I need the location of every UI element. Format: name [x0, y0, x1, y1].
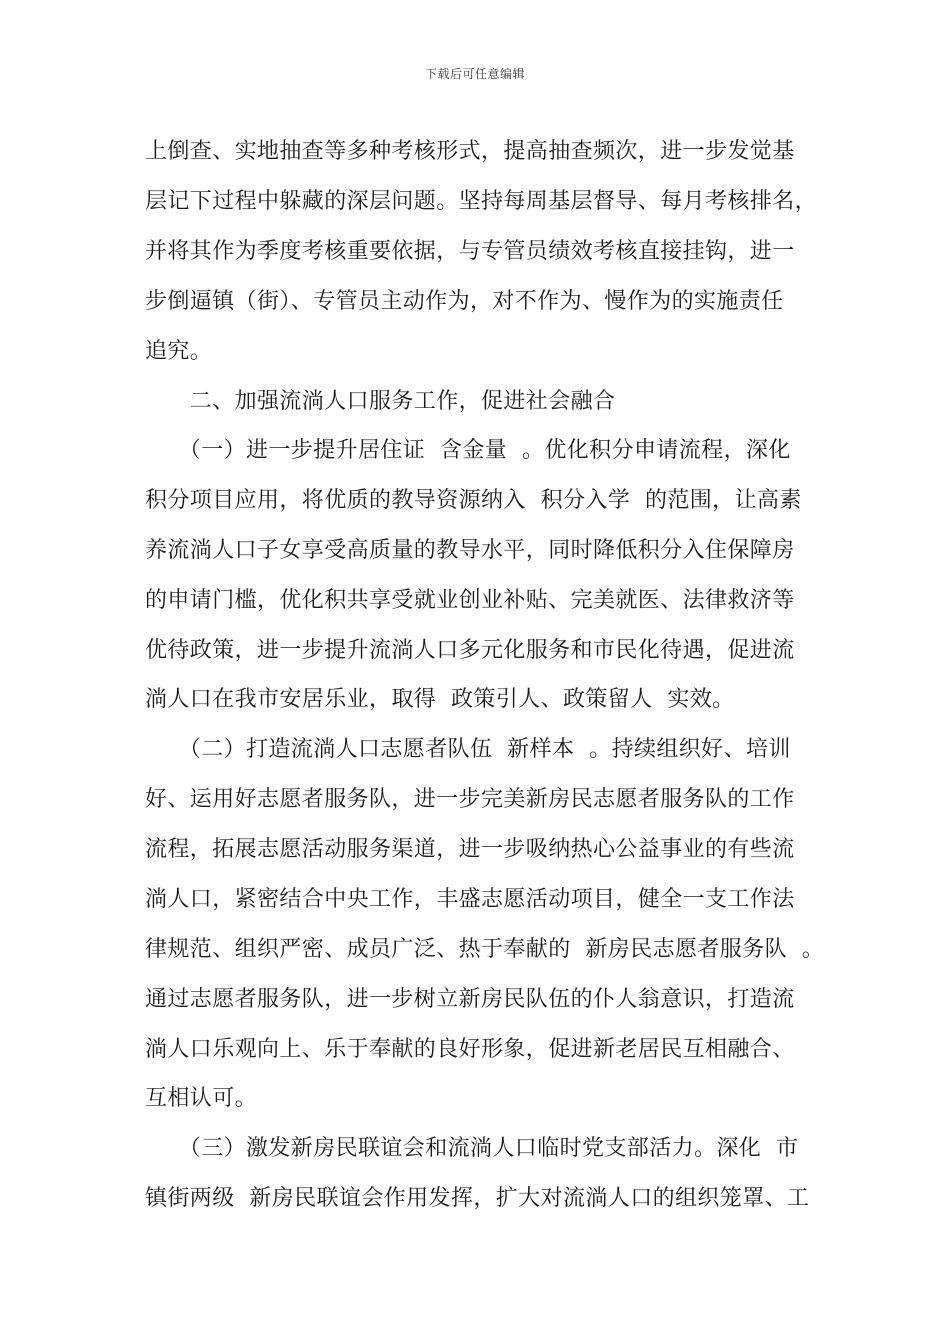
body-line: 并将其作为季度考核重要依据，与专管员绩效考核直接挂钩，进一 [145, 239, 795, 264]
body-line: 流程，拓展志愿活动服务渠道，进一步吸纳热心公益事业的有些流 [145, 837, 795, 862]
body-line: 通过志愿者服务队，进一步树立新房民队伍的仆人翁意识，打造流 [145, 987, 795, 1012]
section-heading: 二、加强流淌人口服务工作，促进社会融合 [145, 389, 616, 414]
body-line: 优待政策，进一步提升流淌人口多元化服务和市民化待遇，促进流 [145, 638, 795, 663]
body-line: 积分项目应用，将优质的教导资源纳入 积分入学 的范围，让高素 [145, 488, 802, 513]
page-header: 下载后可任意编辑 [424, 67, 525, 81]
body-line: 追究。 [145, 339, 213, 364]
body-line: （三）激发新房民联谊会和流淌人口临时党支部活力。深化 市 [145, 1136, 799, 1161]
body-line: 层记下过程中躲藏的深层问题。坚持每周基层督导、每月考核排名， [145, 189, 818, 214]
body-line: 互相认可。 [145, 1086, 258, 1111]
body-line: 淌人口，紧密结合中央工作，丰盛志愿活动项目，健全一支工作法 [145, 887, 795, 912]
body-line: 步倒逼镇（街）、专管员主动作为，对不作为、慢作为的实施责任 [145, 289, 784, 314]
body-line: （一）进一步提升居住证 含金量 。优化积分申请流程，深化 [145, 438, 791, 463]
body-line: 养流淌人口子女享受高质量的教导水平，同时降低积分入住保障房 [145, 538, 795, 563]
body-line: 上倒查、实地抽查等多种考核形式，提高抽查频次，进一步发觉基 [145, 139, 795, 164]
body-line: 镇街两级 新房民联谊会作用发挥，扩大对流淌人口的组织笼罩、工 [145, 1186, 810, 1211]
body-line: 的申请门槛，优化积共享受就业创业补贴、完美就医、法律救济等 [145, 588, 795, 613]
body-line: 律规范、组织严密、成员广泛、热于奉献的 新房民志愿者服务队 。 [145, 937, 825, 962]
body-line: 淌人口乐观向上、乐于奉献的良好形象，促进新老居民互相融合、 [145, 1037, 795, 1062]
body-line: （二）打造流淌人口志愿者队伍 新样本 。持续组织好、培训 [145, 737, 791, 762]
body-line: 淌人口在我市安居乐业，取得 政策引人、政策留人 实效。 [145, 687, 735, 712]
body-line: 好、运用好志愿者服务队，进一步完美新房民志愿者服务队的工作 [145, 787, 795, 812]
